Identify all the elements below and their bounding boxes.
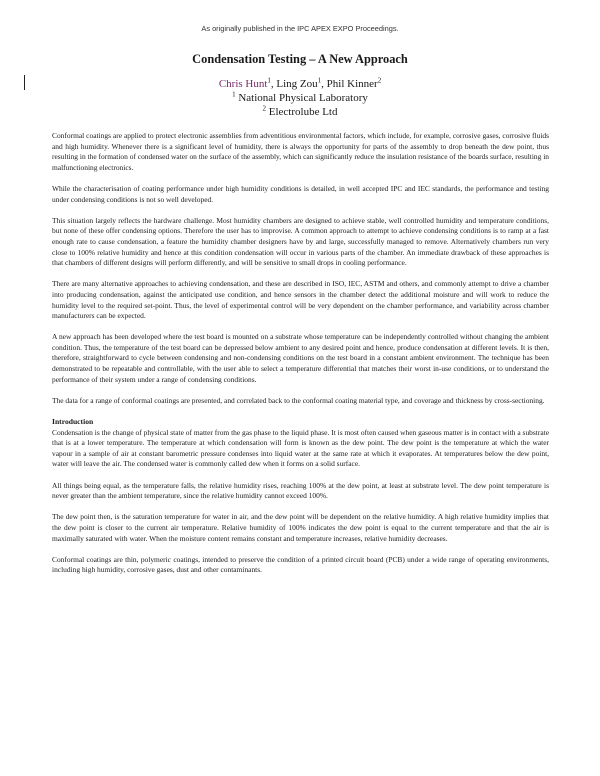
abstract-paragraph: A new approach has been developed where the test board is mounted on a substrate whose temperature can be independently controlled without changing the ambient condition. Thus, the temperature of the test board can be depressed below ambient to any desired point and hence, produce condensation at different levels. It is then, therefore, straightforward to cycle between condensing and non-condensing conditions on the test board in a constant ambient environment. The technique has been demonstrated to be repeatable and controllable, with the user able to select a temperature differential that matches their worst in-use conditions, or to understand the performance of their system under a range of condensing conditions.: [52, 332, 549, 384]
abstract-paragraph: Conformal coatings are applied to protect electronic assemblies from adventitious environmental factors, which include, for example, corrosive gases, corrosive fluids and high humidity. Whenever there is a significant level of humidity, there is always the opportunity for parts of the assembly to drop beneath the dew point, thus resulting in the formation of condensed water on the surface of the assembly, which can significantly reduce the insulation resistance of the boards surface, resulting in malfunctioning electronics.: [52, 131, 549, 172]
abstract-paragraph: The data for a range of conformal coatings are presented, and correlated back to the conformal coating material type, and coverage and thickness by cross-sectioning.: [52, 395, 545, 405]
affiliation-mark: 2: [262, 104, 266, 113]
author-affiliation-mark: 1: [317, 76, 322, 85]
author-name: Chris Hunt: [218, 78, 268, 90]
author-affiliation-mark: 2: [377, 76, 382, 85]
abstract-paragraph: This situation largely reflects the hardware challenge. Most humidity chambers are designed to achieve stable, well controlled humidity and temperature conditions, but none of these offer condensing options. Therefore the user has to improvise. A common approach to attempt to achieve condensing conditions is to ramp at a fast enough rate to cause condensation, a feature the humidity chamber designers have by and large, successfully managed to remove. Alternatively chambers run very close to 100% relative humidity and hence at this condition condensation will occur in various parts of the chamber. An immediate drawback of these approaches is that chambers of different designs will perform differently, and will be sensitive to small drops in cooling performance.: [52, 215, 549, 268]
body-paragraph: The dew point then, is the saturation temperature for water in air, and the dew point will be dependent on the relative humidity. A high relative humidity implies that the dew point is closer to the current air temperature. Relative humidity of 100% indicates the dew point is equal to the current temperature and that the air is maximally saturated with water. When the moisture content remains constant and temperature increases, relative humidity decreases.: [52, 512, 549, 543]
author-name: , Ling Zou: [270, 78, 318, 90]
affiliation: [0, 106, 600, 118]
body-paragraph: Condensation is the change of physical state of matter from the gas phase to the liquid phase. It is most often caused when gaseous matter is in contact with a substrate that is at a lower temperature. The temperature at which condensation will form is known as the dew point. The dew point is the temperature at which the water vapour in a sample of air at constant barometric pressure condenses into liquid water at the same rate at which it evaporates. At temperatures below the dew point, water will leave the air. The condensed water is commonly called dew when it forms on a solid surface.: [52, 427, 549, 469]
author-affiliation-mark: 1: [267, 76, 271, 85]
affiliation-name: National Physical Laboratory: [235, 92, 368, 104]
abstract-paragraph: There are many alternative approaches to achieving condensation, and these are described in ISO, IEC, ASTM and others, and commonly attempt to drive a chamber into producing condensation, against the anticipated use condition, and hence sensors in the chamber detect the additional moisture and will work to reduce the humidity level to the required set-point. Thus, the level of experimental control will be very dependent on the chamber performance, and variability across chamber manufacturers can be expected.: [52, 279, 549, 321]
affiliation-mark: 1: [232, 90, 236, 99]
affiliation-name: Electrolube Ltd: [266, 106, 338, 118]
abstract-paragraph: While the characterisation of coating performance under high humidity conditions is detailed, in well accepted IPC and IEC standards, the performance and testing under condensing conditions is not so well developed.: [52, 183, 549, 204]
affiliation: [0, 92, 600, 104]
section-heading: Introduction: [52, 417, 94, 427]
publication-note: As originally published in the IPC APEX EXPO Proceedings.: [201, 24, 399, 33]
author-line: [0, 78, 600, 90]
body-paragraph: Conformal coatings are thin, polymeric coatings, intended to preserve the condition of a printed circuit board (PCB) under a wide range of operating environments, including high humidity, corrosive gases, dust and other contaminants.: [52, 554, 549, 575]
paper-title: Condensation Testing – A New Approach: [192, 52, 408, 66]
introduction-section: [52, 417, 549, 576]
author-name: , Phil Kinner: [321, 78, 378, 90]
body-paragraph: All things being equal, as the temperature falls, the relative humidity rises, reaching 100% at the dew point, at least at substrate level. The dew point temperature is never greater than the ambient temperature, since the relative humidity cannot exceed 100%.: [52, 480, 549, 501]
paper-body: [52, 131, 549, 587]
